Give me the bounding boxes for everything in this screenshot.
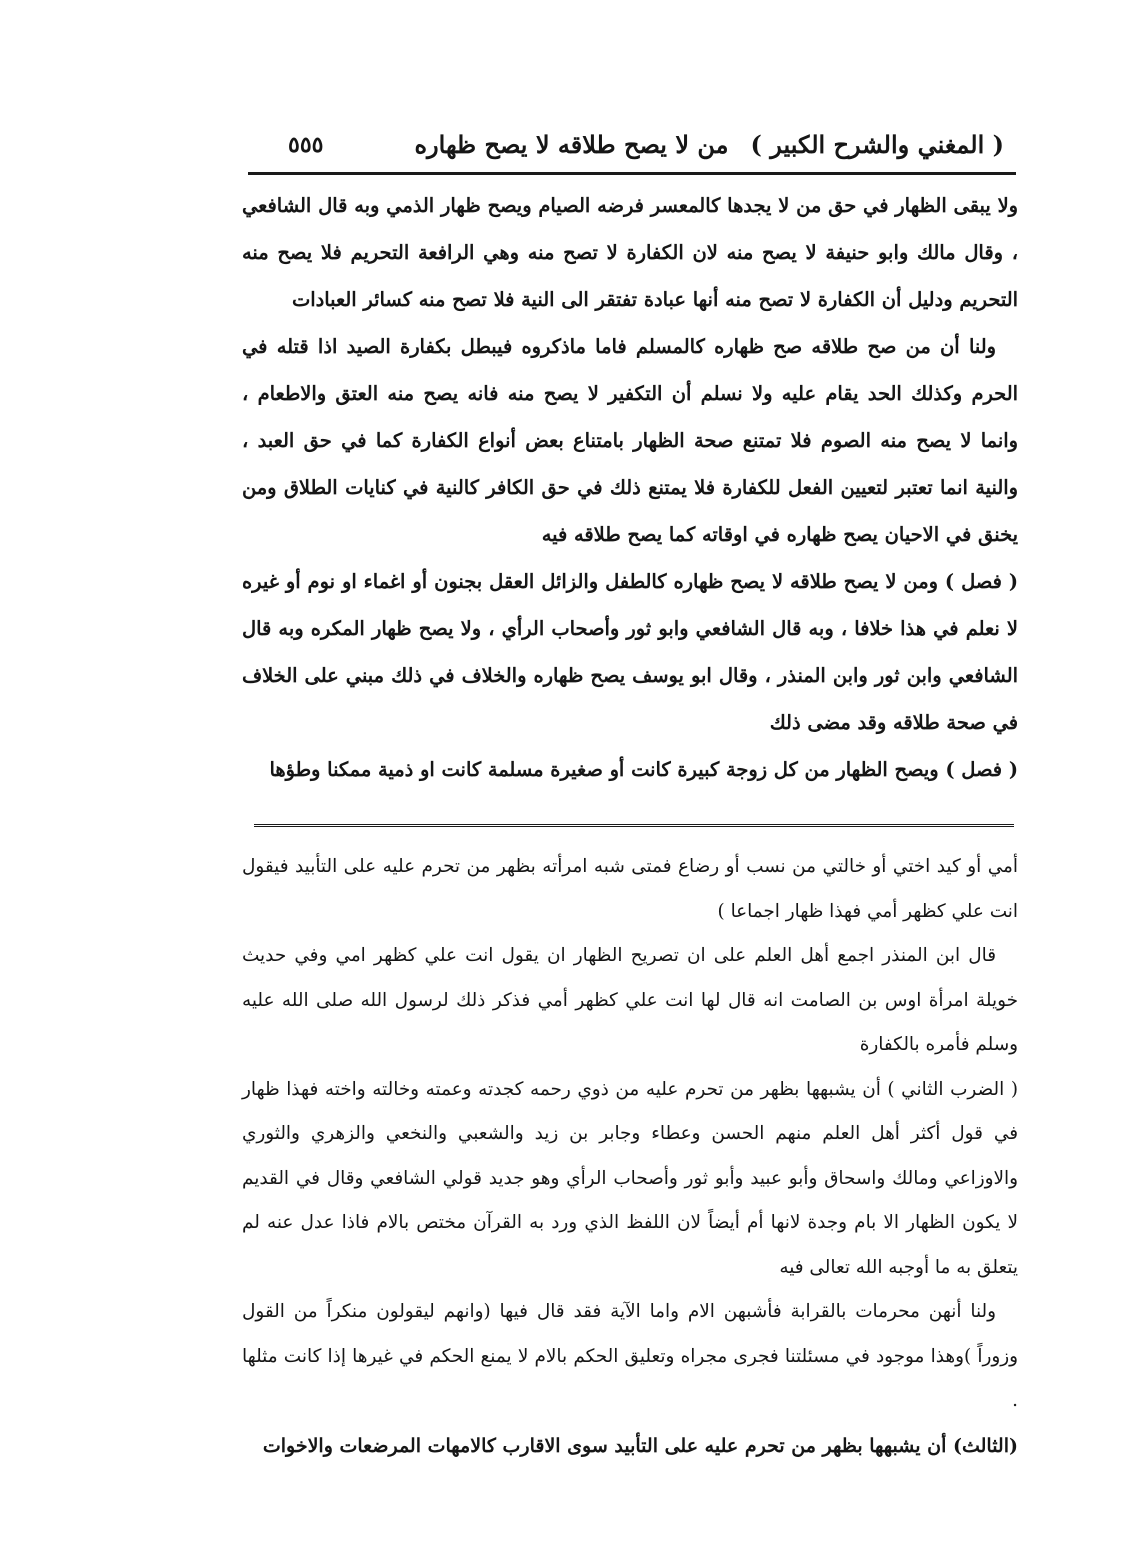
- page-number: ٥٥٥: [288, 132, 324, 158]
- commentary-paragraph: أمي أو كيد اختي أو خالتي من نسب أو رضاع فمتى شبه امرأته بظهر من تحرم عليه على التأبيد فيقول انت علي كظهر أمي فهذا ظهار اجماعا ): [242, 856, 1018, 922]
- main-paragraph: ( فصل ) ويصح الظهار من كل زوجة كبيرة كانت أو صغيرة مسلمة كانت او ذمية ممكنا وطؤها: [269, 758, 1018, 781]
- commentary-text: [242, 845, 1018, 1468]
- commentary-paragraph: (الثالث) أن يشبهها بظهر من تحرم عليه على التأبيد سوى الاقارب كالامهات المرضعات والاخوات: [262, 1434, 1018, 1457]
- main-text: [242, 182, 1018, 793]
- commentary-paragraph: قال ابن المنذر اجمع أهل العلم على ان تصريح الظهار ان يقول انت علي كظهر امي وفي حديث خويلة امرأة اوس بن الصامت انه قال لها انت علي كظهر أمي فذكر ذلك لرسول الله صلى الله عليه وسلم فأمره بالكفارة: [242, 945, 1018, 1055]
- header-rule: [248, 172, 1016, 175]
- page-header: [248, 126, 1016, 170]
- commentary-paragraph: ( الضرب الثاني ) أن يشبهها بظهر من تحرم عليه من ذوي رحمه كجدته وعمته وخالته واخته فهذا ظهار في قول أكثر أهل العلم منهم الحسن وعطاء وجابر بن زيد والشعبي والنخعي والزهري والثوري والاوزاعي ومالك واسحاق وأبو عبيد وأبو ثور وأصحاب الرأي وهو جديد قولي الشافعي وقال في القديم لا يكون الظهار الا بام وجدة لانها أم أيضاً لان اللفظ الذي ورد به القرآن مختص بالام فاذا عدل عنه لم يتعلق به ما أوجبه الله تعالى فيه: [242, 1078, 1018, 1278]
- main-paragraph: ولنا أن من صح طلاقه صح ظهاره كالمسلم فاما ماذكروه فيبطل بكفارة الصيد اذا قتله في الحرم وكذلك الحد يقام عليه ولا نسلم أن التكفير لا يصح منه فانه يصح منه العتق والاطعام ، وانما لا يصح منه الصوم فلا تمتنع صحة الظهار بامتناع بعض أنواع الكفارة كما في حق العبد ، والنية انما تعتبر لتعيين الفعل للكفارة فلا يمتنع ذلك في حق الكافر كالنية في كنايات الطلاق ومن يخنق في الاحيان يصح ظهاره في اوقاته كما يصح طلاقه فيه: [242, 335, 1018, 546]
- book-title: ( المغني والشرح الكبير ): [750, 130, 1004, 159]
- commentary-paragraph: ولنا أنهن محرمات بالقرابة فأشبهن الام واما الآية فقد قال فيها (وانهم ليقولون منكراً من القول وزوراً )وهذا موجود في مسئلتنا فجرى مجراه وتعليق الحكم بالام لا يمنع الحكم في غيرها إذا كانت مثلها .: [242, 1301, 1018, 1411]
- main-paragraph: ولا يبقى الظهار في حق من لا يجدها كالمعسر فرضه الصيام ويصح ظهار الذمي وبه قال الشافعي ، وقال مالك وابو حنيفة لا يصح منه لان الكفارة لا تصح منه وهي الرافعة التحريم فلا يصح منه التحريم ودليل أن الكفارة لا تصح منه أنها عبادة تفتقر الى النية فلا تصح منه كسائر العبادات: [242, 194, 1018, 311]
- section-running-head: من لا يصح طلاقه لا يصح ظهاره: [414, 130, 729, 159]
- main-paragraph: ( فصل ) ومن لا يصح طلاقه لا يصح ظهاره كالطفل والزائل العقل بجنون أو اغماء او نوم أو غيره لا نعلم في هذا خلافا ، وبه قال الشافعي وابو ثور وأصحاب الرأي ، ولا يصح ظهار المكره وبه قال الشافعي وابن ثور وابن المنذر ، وقال ابو يوسف يصح ظهاره والخلاف في ذلك مبني على الخلاف في صحة طلاقه وقد مضى ذلك: [242, 570, 1018, 734]
- section-divider: [254, 824, 1014, 827]
- running-title: [414, 130, 1004, 159]
